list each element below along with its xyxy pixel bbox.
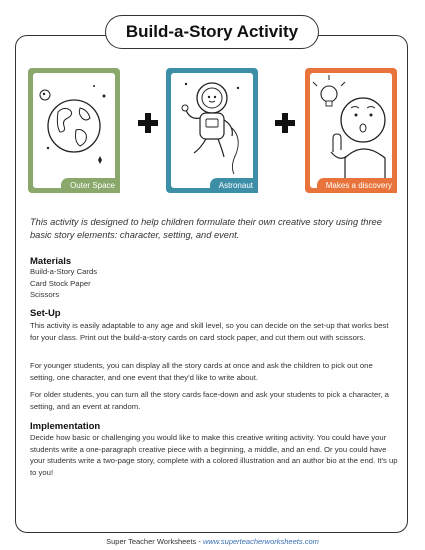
plus-icon [137, 112, 159, 134]
footer [0, 537, 425, 546]
implementation-paragraph: Decide how basic or challenging you would like to make this creative writing activity. You could have your students write a one-paragraph creative piece with a beginning, a middle, and an end. Or you could have your students write a two-page story, complete with a colored illustration and an author bio at the end. It's up to you! [30, 433, 398, 477]
setup-heading: Set-Up [30, 308, 61, 319]
footer-text: Super Teacher Worksheets - [106, 537, 203, 546]
intro-text: This activity is designed to help children formulate their own creative story using three basic story elements: character, setting, and event. [30, 217, 382, 240]
astronaut-icon [166, 68, 258, 193]
setup-paragraph: For younger students, you can display all the story cards at once and ask the children to pick out one setting, one character, and one event that they'd like to write about. [30, 361, 373, 382]
list-item: Build-a-Story Cards [30, 267, 98, 276]
card-label: Astronaut [210, 178, 258, 193]
materials-list [30, 266, 398, 301]
earth-planet-icon [28, 68, 120, 193]
card-label: Outer Space [61, 178, 120, 193]
card-event [305, 68, 397, 193]
list-item: Card Stock Paper [30, 278, 91, 288]
card-setting [28, 68, 120, 193]
setup-paragraph: This activity is easily adaptable to any age and skill level, so you can decide on the set-up that works best for your class. Print out the build-a-story cards on card stock paper, and cut them out with scissors. [30, 321, 389, 342]
implementation-heading: Implementation [30, 421, 101, 432]
footer-link[interactable]: www.superteacherworksheets.com [202, 537, 319, 546]
card-label: Makes a discovery [317, 178, 397, 193]
materials-heading: Materials [30, 256, 72, 267]
card-character [166, 68, 258, 193]
setup-paragraph: For older students, you can turn all the story cards face-down and ask your students to pick a character, a setting, and an event at random. [30, 390, 389, 411]
list-item: Scissors [30, 290, 60, 300]
plus-icon [274, 112, 296, 134]
page-title: Build-a-Story Activity [105, 15, 319, 49]
idea-lightbulb-icon [305, 68, 397, 193]
